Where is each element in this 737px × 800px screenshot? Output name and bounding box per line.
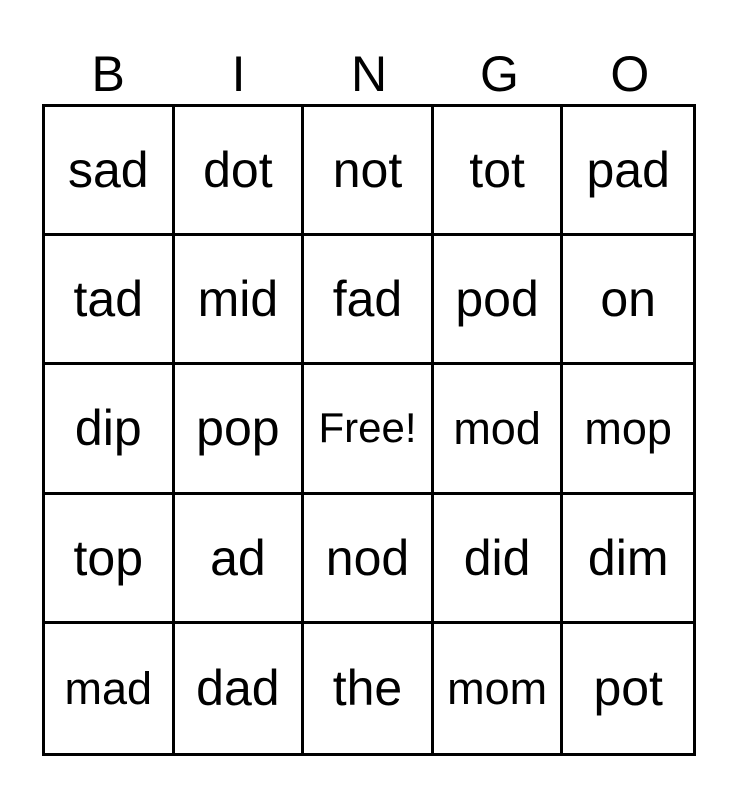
- bingo-cell[interactable]: tad: [45, 236, 175, 365]
- bingo-cell[interactable]: not: [304, 107, 434, 236]
- bingo-cell[interactable]: mod: [434, 365, 564, 494]
- bingo-cell[interactable]: dad: [175, 624, 305, 753]
- bingo-cell[interactable]: tot: [434, 107, 564, 236]
- bingo-cell[interactable]: pop: [175, 365, 305, 494]
- bingo-cell[interactable]: on: [563, 236, 693, 365]
- bingo-cell[interactable]: pad: [563, 107, 693, 236]
- bingo-cell[interactable]: ad: [175, 495, 305, 624]
- header-letter-b: B: [91, 46, 125, 102]
- bingo-cell[interactable]: fad: [304, 236, 434, 365]
- bingo-cell[interactable]: mom: [434, 624, 564, 753]
- header-letter-g: G: [479, 46, 519, 102]
- bingo-cell[interactable]: nod: [304, 495, 434, 624]
- bingo-cell[interactable]: dot: [175, 107, 305, 236]
- header-letter-o: O: [610, 46, 650, 102]
- bingo-cell[interactable]: mid: [175, 236, 305, 365]
- bingo-header: [43, 46, 695, 102]
- bingo-cell[interactable]: mop: [563, 365, 693, 494]
- bingo-cell[interactable]: dim: [563, 495, 693, 624]
- bingo-cell[interactable]: the: [304, 624, 434, 753]
- header-letter-n: N: [350, 46, 388, 102]
- bingo-cell[interactable]: pod: [434, 236, 564, 365]
- free-space-cell[interactable]: Free!: [304, 365, 434, 494]
- bingo-cell[interactable]: mad: [45, 624, 175, 753]
- bingo-cell[interactable]: did: [434, 495, 564, 624]
- bingo-grid: [42, 104, 696, 756]
- bingo-cell[interactable]: sad: [45, 107, 175, 236]
- header-letter-i: I: [231, 46, 246, 102]
- bingo-cell[interactable]: top: [45, 495, 175, 624]
- bingo-cell[interactable]: pot: [593, 660, 663, 717]
- bingo-cell[interactable]: dip: [45, 365, 175, 494]
